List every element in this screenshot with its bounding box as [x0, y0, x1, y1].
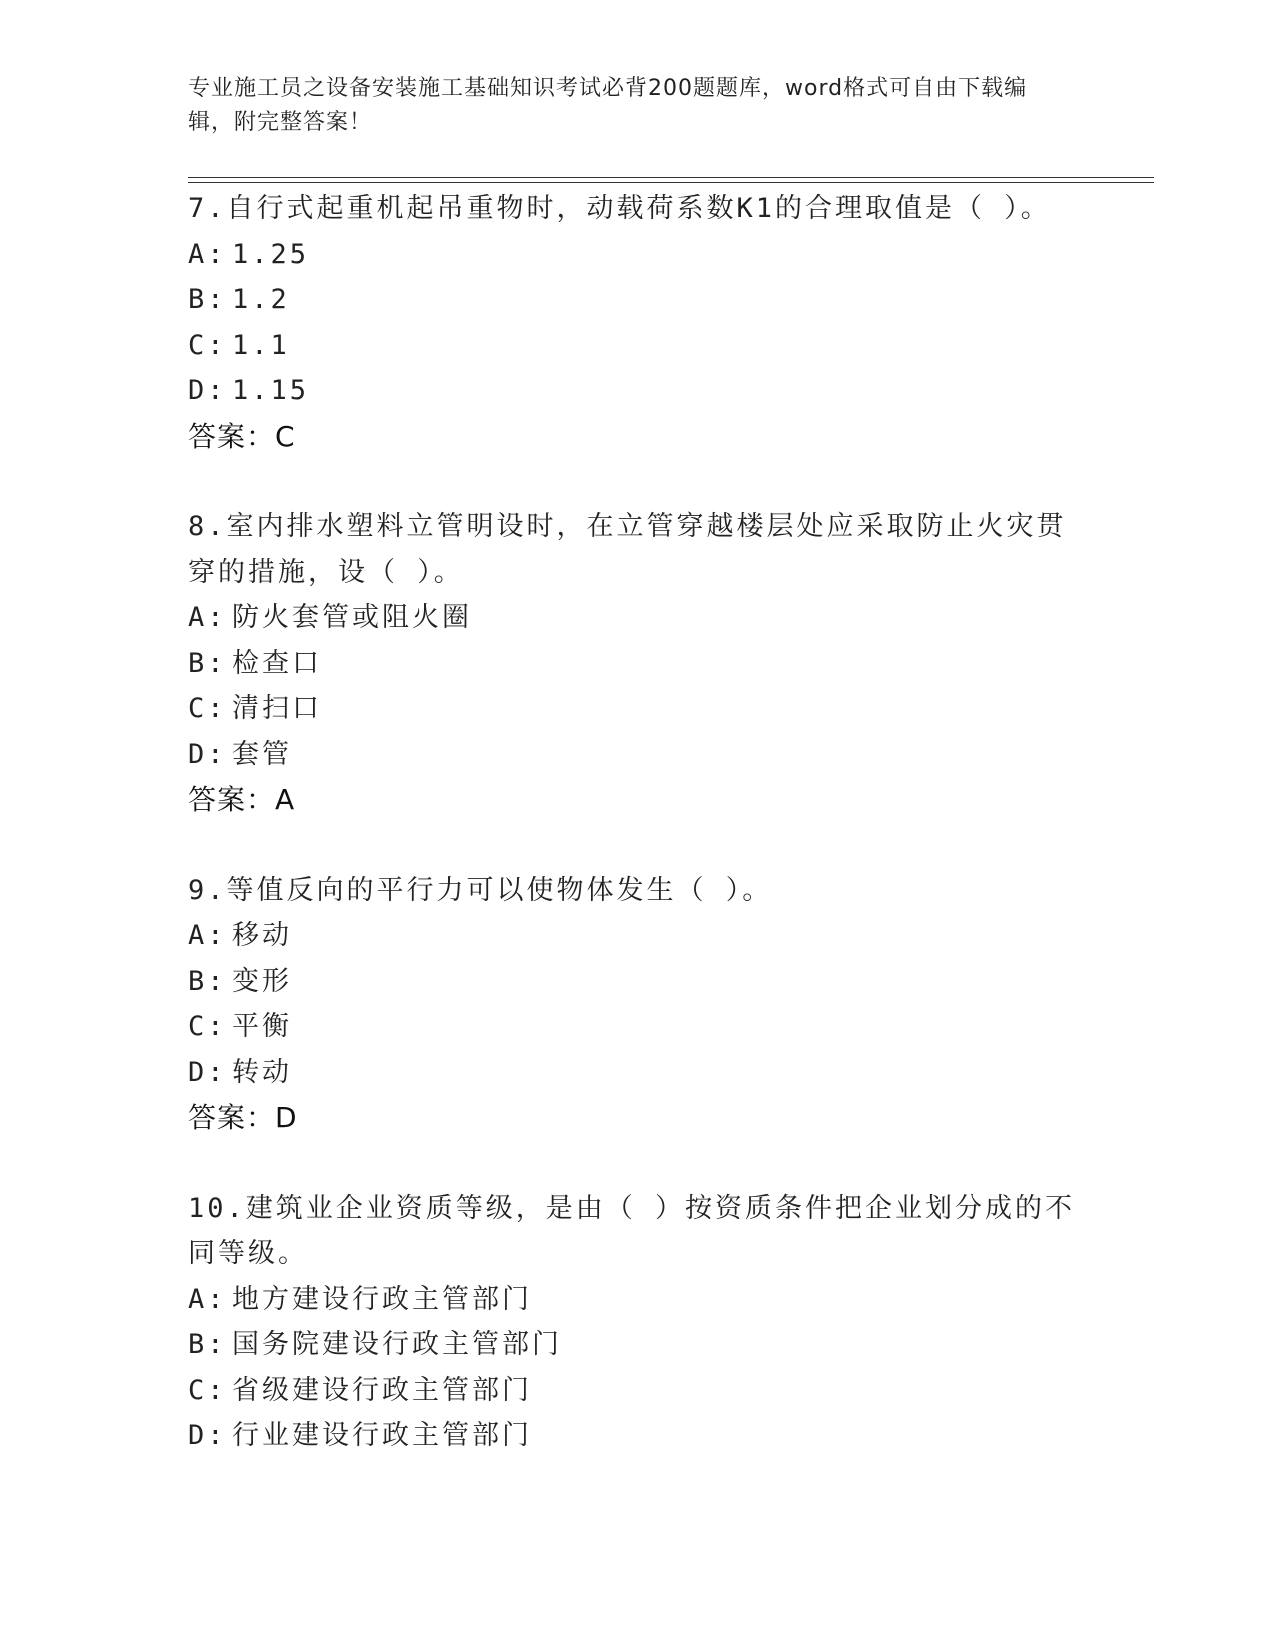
option-letter: D: [188, 1056, 227, 1088]
option-text: 1.25 [232, 238, 310, 270]
option-b [188, 1322, 1088, 1368]
option-a [188, 232, 1088, 278]
question-text: 7.自行式起重机起吊重物时，动载荷系数K1的合理取值是（ ）。 [188, 193, 1051, 224]
option-letter: B: [188, 647, 227, 679]
question-text: 10.建筑业企业资质等级，是由（ ）按资质条件把企业划分成的不同等级。 [188, 1192, 1076, 1269]
option-b [188, 641, 1088, 687]
answer-line: 答案：A [188, 783, 296, 816]
question-7 [188, 186, 1088, 459]
option-text: 防火套管或阻火圈 [232, 602, 472, 633]
option-text: 移动 [232, 920, 292, 951]
question-8 [188, 504, 1088, 823]
option-letter: B: [188, 965, 227, 997]
option-letter: C: [188, 329, 227, 361]
option-c [188, 686, 1088, 732]
option-text: 行业建设行政主管部门 [232, 1420, 532, 1451]
option-letter: C: [188, 1374, 227, 1406]
option-text: 变形 [232, 965, 292, 997]
option-letter: D: [188, 375, 227, 406]
option-a [188, 595, 1088, 641]
option-letter: A: [188, 1283, 227, 1315]
option-text: 1.2 [232, 284, 290, 315]
option-text: 1.1 [232, 329, 290, 361]
option-d [188, 368, 1088, 414]
option-text: 国务院建设行政主管部门 [232, 1329, 562, 1360]
option-letter: D: [188, 738, 227, 770]
option-letter: C: [188, 1011, 227, 1042]
option-c [188, 323, 1088, 369]
option-a [188, 913, 1088, 959]
option-letter: B: [188, 1329, 227, 1360]
question-10 [188, 1186, 1088, 1459]
option-letter: A: [188, 238, 227, 270]
question-9 [188, 868, 1088, 1141]
option-text: 平衡 [232, 1011, 292, 1042]
header-divider-top [188, 177, 1154, 178]
option-b [188, 277, 1088, 323]
option-c [188, 1004, 1088, 1050]
option-letter: C: [188, 693, 227, 724]
answer-line: 答案：D [188, 1101, 298, 1134]
header-divider-bottom [188, 182, 1154, 183]
option-text: 地方建设行政主管部门 [232, 1283, 532, 1315]
document-header-title: 专业施工员之设备安装施工基础知识考试必背200题题库，word格式可自由下载编辑，附完整答案！ [188, 76, 1028, 135]
option-text: 转动 [232, 1056, 292, 1088]
option-letter: A: [188, 602, 227, 633]
option-text: 省级建设行政主管部门 [232, 1374, 532, 1406]
option-text: 清扫口 [232, 693, 322, 724]
option-text: 1.15 [232, 375, 310, 406]
question-text: 8.室内排水塑料立管明设时，在立管穿越楼层处应采取防止火灾贯穿的措施，设（ ）。 [188, 511, 1067, 588]
option-c [188, 1368, 1088, 1414]
option-text: 套管 [232, 738, 292, 770]
option-letter: B: [188, 284, 227, 315]
option-d [188, 732, 1088, 778]
option-a [188, 1277, 1088, 1323]
option-d [188, 1413, 1088, 1459]
option-b [188, 959, 1088, 1005]
question-text: 9.等值反向的平行力可以使物体发生（ ）。 [188, 874, 773, 906]
option-letter: A: [188, 920, 227, 951]
option-text: 检查口 [232, 647, 322, 679]
question-list [188, 186, 1088, 1504]
option-d [188, 1050, 1088, 1096]
option-letter: D: [188, 1420, 227, 1451]
answer-line: 答案：C [188, 419, 296, 453]
